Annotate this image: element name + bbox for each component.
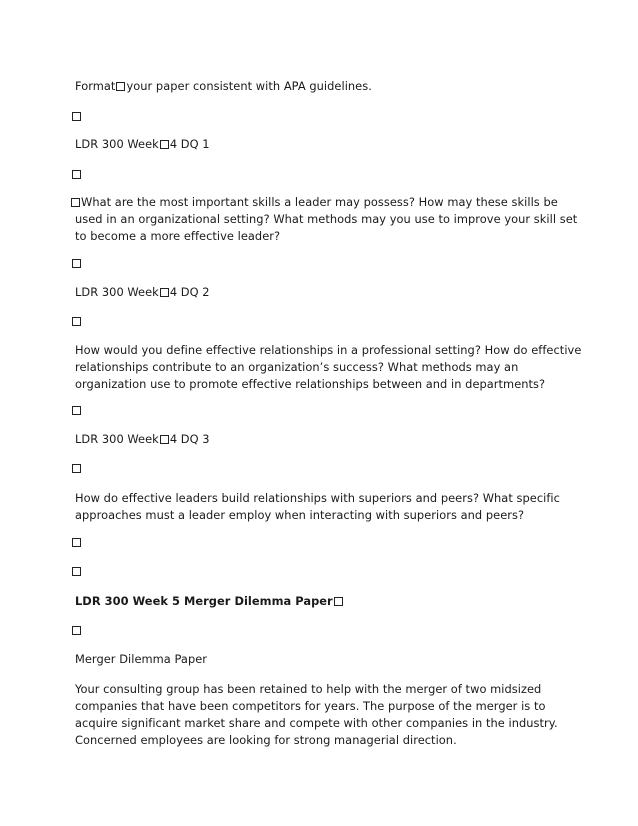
paragraph-line-4: Concerned employees are looking for strong managerial direction. xyxy=(75,733,457,747)
missing-glyph-box xyxy=(334,597,343,606)
dq1-heading-part1: LDR 300 Week xyxy=(75,137,159,151)
bullet-box xyxy=(72,406,81,415)
q1-text-1: What are the most important skills a leader may possess? How may these skills be xyxy=(81,195,558,209)
dq3-question-line-1: How do effective leaders build relationships with superiors and peers? What specific xyxy=(75,491,560,505)
dq2-question-line-3: organization use to promote effective relationships between and in departments? xyxy=(75,377,546,391)
missing-glyph-box xyxy=(160,288,169,297)
paragraph-line-3: acquire significant market share and compete with other companies in the industry. xyxy=(75,716,558,730)
bullet-box xyxy=(72,626,81,635)
bullet-box xyxy=(72,317,81,326)
bullet-box xyxy=(72,464,81,473)
dq3-heading-part2: 4 DQ 3 xyxy=(169,432,210,446)
bullet-box xyxy=(72,112,81,121)
missing-glyph-box xyxy=(160,140,169,149)
dq2-heading xyxy=(75,284,210,301)
dq2-heading-part1: LDR 300 Week xyxy=(75,285,159,299)
dq3-heading xyxy=(75,431,210,448)
dq2-question-line-2: relationships contribute to an organization’s success? What methods may an xyxy=(75,360,519,374)
dq1-question-line-3: to become a more effective leader? xyxy=(75,229,281,243)
bullet-box xyxy=(72,170,81,179)
missing-glyph-box xyxy=(116,82,125,91)
dq1-question-line-2: used in an organizational setting? What methods may you use to improve your skill set xyxy=(75,212,578,226)
paragraph-line-2: companies that have been competitors for years. The purpose of the merger is to xyxy=(75,699,546,713)
bullet-box xyxy=(72,538,81,547)
dq2-heading-part2: 4 DQ 2 xyxy=(169,285,210,299)
dq3-question-line-2: approaches must a leader employ when interacting with superiors and peers? xyxy=(75,508,525,522)
bullet-box xyxy=(72,567,81,576)
week5-title xyxy=(75,593,344,610)
format-rest: your paper consistent with APA guidelines. xyxy=(126,79,372,93)
merger-heading: Merger Dilemma Paper xyxy=(75,652,208,666)
format-instruction xyxy=(75,78,372,95)
missing-glyph-box xyxy=(160,435,169,444)
week5-title-text: LDR 300 Week 5 Merger Dilemma Paper xyxy=(75,594,333,608)
dq2-question-line-1: How would you define effective relationships in a professional setting? How do effective xyxy=(75,343,582,357)
bullet-box xyxy=(72,259,81,268)
format-word: Format xyxy=(75,79,116,93)
dq1-question-line-1 xyxy=(71,194,558,211)
dq1-heading xyxy=(75,136,210,153)
dq1-heading-part2: 4 DQ 1 xyxy=(169,137,210,151)
missing-glyph-box xyxy=(71,198,80,207)
dq3-heading-part1: LDR 300 Week xyxy=(75,432,159,446)
paragraph-line-1: Your consulting group has been retained to help with the merger of two midsized xyxy=(75,682,542,696)
